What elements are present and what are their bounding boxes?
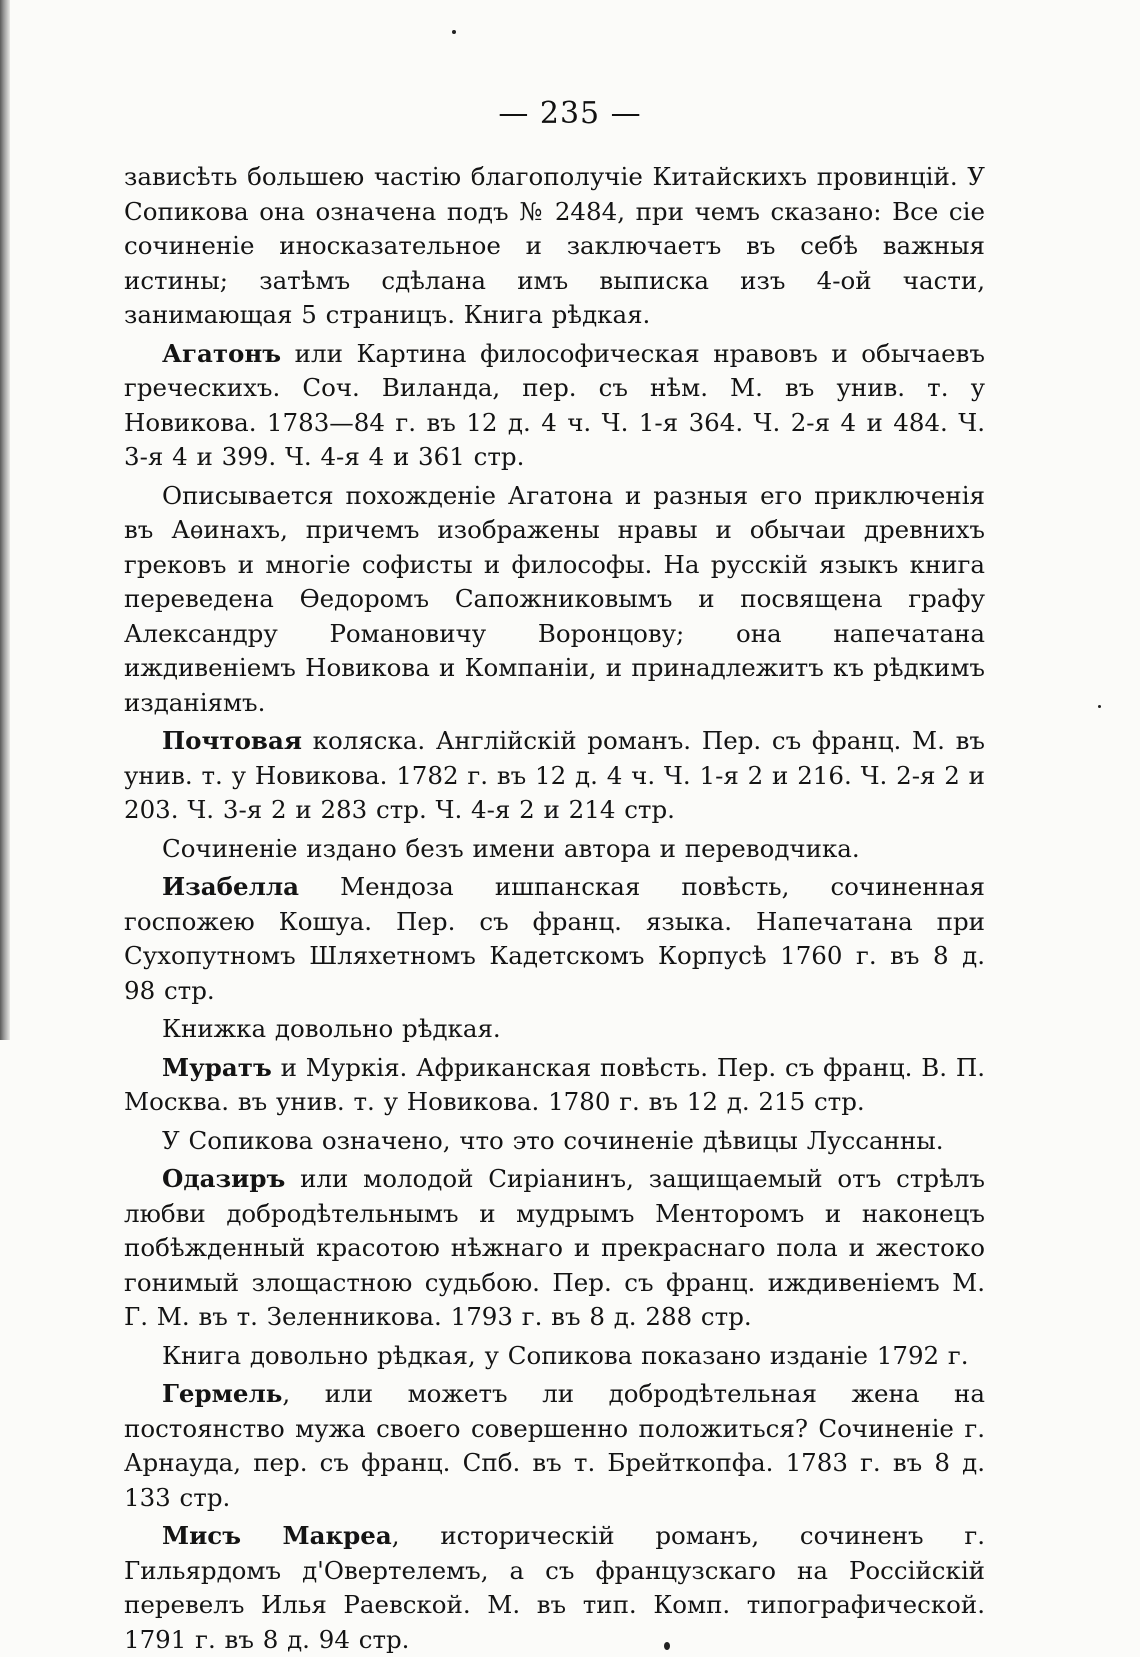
entry-germel [124,1377,985,1515]
ink-speck [1098,705,1101,708]
entry-title: Почтовая [162,726,302,755]
entry-title: Одазиръ [162,1164,286,1193]
note-murat: У Сопикова означено, что это сочиненіе дѣвицы Луссанны. [162,1125,944,1155]
ink-speck [664,1642,670,1650]
entry-title: Мисъ Макреа [162,1521,392,1550]
entry-text: или молодой Сиріанинъ, защищаемый отъ стрѣлъ любви добродѣтельнымъ и мудрымъ Менторомъ и наконецъ побѣжденный красотою нѣжнаго и прекраснаго пола и жестоко гонимый злощастною судьбою. Пер. съ франц. иждивеніемъ М. Г. М. въ т. Зеленникова. 1793 г. въ 8 д. 288 стр. [124,1164,985,1331]
paragraph-continuation: зависѣть большею частію благополучіе Китайскихъ провинцій. У Сопикова она означена подъ № 2484, при чемъ сказано: Все сіе сочиненіе иносказательное и заключаетъ въ себѣ важныя истины; затѣмъ сдѣлана имъ выписка изъ 4-ой части, занимающая 5 страницъ. Книга рѣдкая. [124,162,985,329]
note-agaton: Описывается похожденіе Агатона и разныя его приключенія въ Аѳинахъ, причемъ изображены нравы и обычаи древнихъ грековъ и многіе софисты и философы. На русскій языкъ книга переведена Ѳедоромъ Сапожниковымъ и посвящена графу Александру Романовичу Воронцову; она напечатана иждивеніемъ Новикова и Компаніи, и принадлежитъ къ рѣдкимъ изданіямъ. [124,480,985,717]
entry-pochtovaya-kolyaska [124,724,985,828]
scan-edge-shadow [0,0,10,1040]
entry-odazir [124,1162,985,1335]
entry-title: Гермель [162,1379,283,1408]
note-odazir: Книга довольно рѣдкая, у Сопикова показано изданіе 1792 г. [162,1340,969,1370]
entry-text: , историческій романъ, сочиненъ г. Гильярдомъ д'Овертелемъ, а съ французскаго на Россійскій перевелъ Илья Раевской. М. въ тип. Комп. типографической. 1791 г. въ 8 д. 94 стр. [124,1521,985,1654]
entry-text: Мендоза ишпанская повѣсть, сочиненная госпожею Кошуа. Пер. съ франц. языка. Напечатана при Сухопутномъ Шляхетномъ Кадетскомъ Корпусѣ 1760 г. въ 8 д. 98 стр. [124,872,985,1005]
note-pochtovaya-kolyaska: Сочиненіе издано безъ имени автора и переводчика. [162,833,860,863]
page-number: — 235 — [498,96,642,131]
page-body [124,160,985,1657]
entry-text: и Муркія. Африканская повѣсть. Пер. съ франц. В. П. Москва. въ унив. т. у Новикова. 1780 г. въ 12 д. 215 стр. [124,1052,985,1116]
entry-murat [124,1051,985,1120]
entry-izabella [124,870,985,1008]
entry-agaton [124,337,985,475]
entry-title: Изабелла [162,872,300,901]
note-izabella: Книжка довольно рѣдкая. [162,1014,501,1043]
entry-text: коляска. Англійскій романъ. Пер. съ франц. М. въ унив. т. у Новикова. 1782 г. въ 12 д. 4 ч. Ч. 1-я 2 и 216. Ч. 2-я 2 и 203. Ч. 3-я 2 и 283 стр. Ч. 4-я 2 и 214 стр. [124,726,985,824]
ink-speck [452,30,456,34]
entry-mis-makrea [124,1519,985,1657]
entry-text: или Картина философическая нравовъ и обычаевъ греческихъ. Соч. Виланда, пер. съ нѣм. М. въ унив. т. у Новикова. 1783—84 г. въ 12 д. 4 ч. Ч. 1-я 364. Ч. 2-я 4 и 484. Ч. 3-я 4 и 399. Ч. 4-я 4 и 361 стр. [124,338,985,471]
entry-text: , или можетъ ли добродѣтельная жена на постоянство мужа своего совершенно положиться? Сочиненіе г. Арнауда, пер. съ франц. Спб. въ т. Брейткопфа. 1783 г. въ 8 д. 133 стр. [124,1379,985,1512]
entry-title: Муратъ [162,1052,272,1082]
entry-title: Агатонъ [162,338,282,368]
